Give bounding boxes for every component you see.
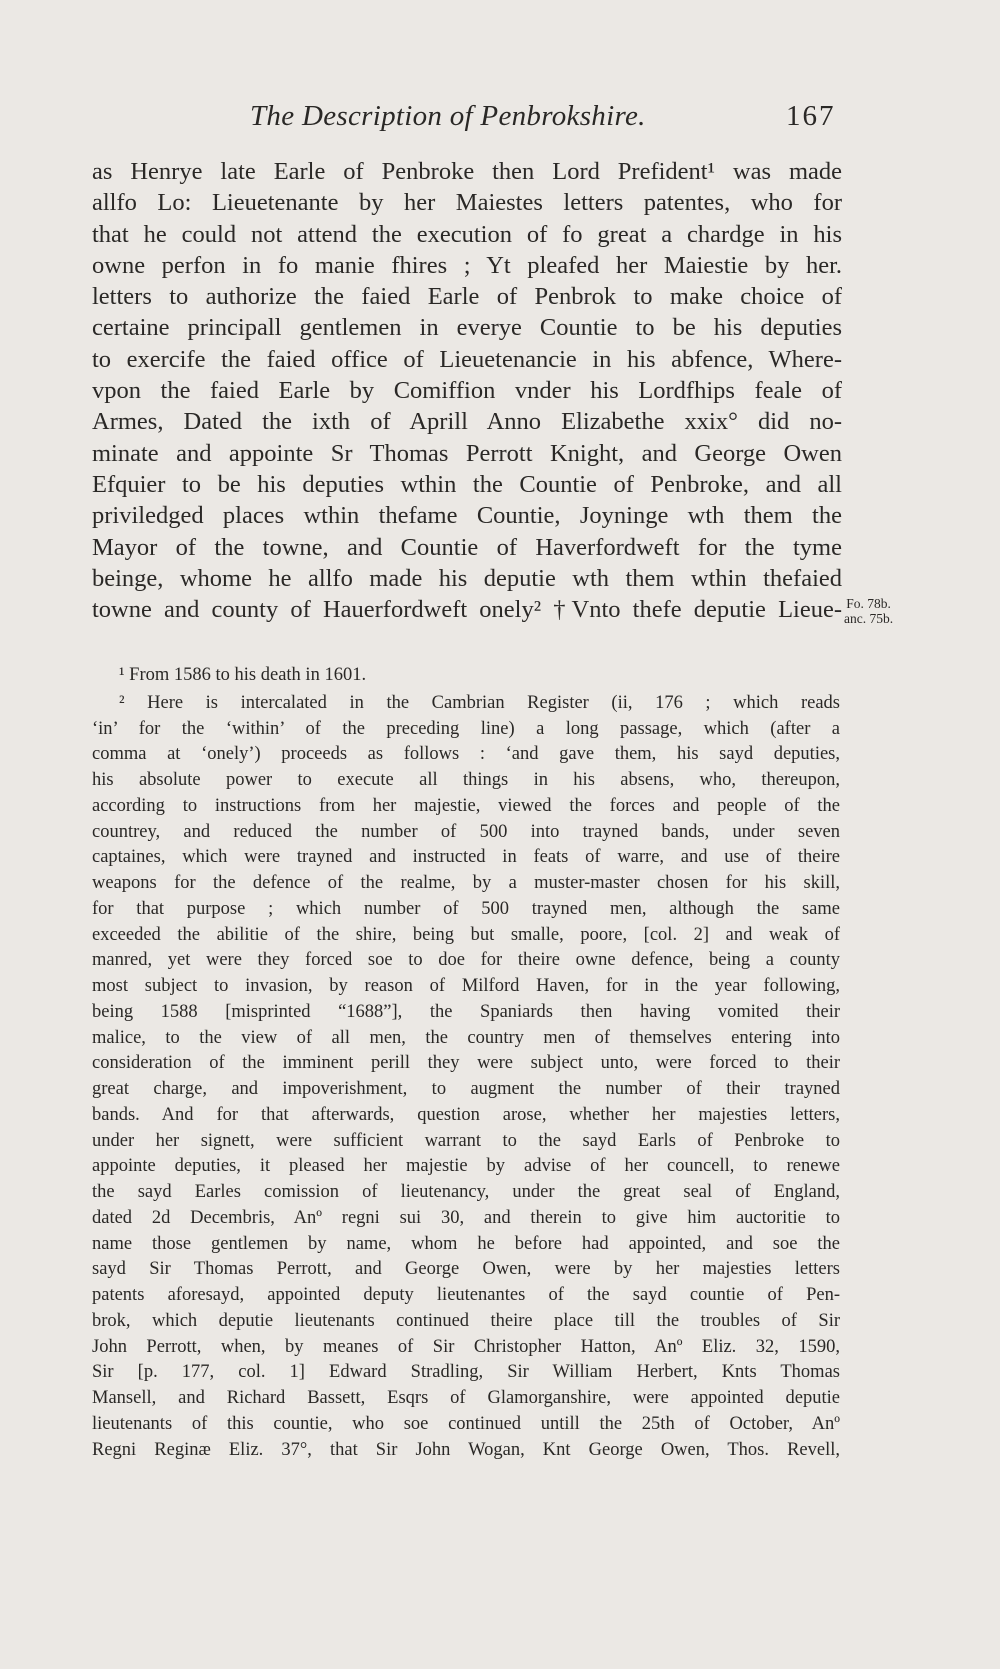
footnote-line: lieutenants of this countie, who soe continued untill the 25th of October, Anº <box>92 1413 840 1434</box>
running-head <box>0 100 1000 140</box>
footnote-line: comma at ‘onely’) proceeds as follows : ‘and gave them, his sayd deputies, <box>92 744 840 765</box>
footnote-line: consideration of the imminent perill they were subject unto, were forced to their <box>92 1053 840 1074</box>
text-line: Mayor of the towne, and Countie of Haverfordweft for the tyme <box>92 533 842 561</box>
text-line: Armes, Dated the ixth of Aprill Anno Elizabethe xxix° did no- <box>92 408 842 436</box>
text-line: to exercife the faied office of Lieuetenancie in his abfence, Where- <box>92 345 842 373</box>
footnote-line: appointe deputies, it pleased her majestie by advise of her councell, to renewe <box>92 1156 840 1177</box>
footnote-line: being 1588 [misprinted “1688”], the Spaniards then having vomited their <box>92 1001 840 1022</box>
margin-note-line: Fo. 78b. <box>846 596 891 611</box>
footnote-line: patents aforesayd, appointed deputy lieutenantes of the sayd countie of Pen- <box>92 1285 840 1305</box>
text-line: allfo Lo: Lieuetenante by her Maiestes letters patentes, who for <box>92 189 842 217</box>
margin-note-line: anc. 75b. <box>844 611 894 626</box>
footnote-line: manred, yet were they forced soe to doe for theire owne defence, being a county <box>92 950 840 971</box>
footnote-line: exceeded the abilitie of the shire, being but smalle, poore, [col. 2] and weak of <box>92 924 840 945</box>
text-line: letters to authorize the faied Earle of Penbrok to make choice of <box>92 283 842 311</box>
footnote-line: his absolute power to execute all things in his absens, who, thereupon, <box>92 770 840 790</box>
footnote-line: ‘in’ for the ‘within’ of the preceding line) a long passage, which (after a <box>92 718 840 739</box>
footnote-line: malice, to the view of all men, the country men of themselves entering into <box>92 1027 840 1048</box>
footnote-line: countrey, and reduced the number of 500 into trayned bands, under seven <box>92 821 840 842</box>
running-title: The Description of Penbrokshire. <box>250 100 646 132</box>
text-line: vpon the faied Earle by Comiffion vnder his Lordfhips feale of <box>92 377 842 405</box>
main-text-block <box>92 156 842 625</box>
footnote-line: for that purpose ; which number of 500 trayned men, although the same <box>92 898 840 919</box>
text-line: beinge, whome he allfo made his deputie wth them wthin thefaied <box>92 564 842 592</box>
margin-note <box>844 596 893 626</box>
footnote-line: brok, which deputie lieutenants continued theire place till the troubles of Sir <box>92 1310 840 1331</box>
footnote-line: name those gentlemen by name, whom he before had appointed, and soe the <box>92 1233 840 1254</box>
text-line: minate and appointe Sr Thomas Perrott Knight, and George Owen <box>92 439 842 467</box>
footnote-line: captaines, which were trayned and instructed in feats of warre, and use of theire <box>92 847 840 868</box>
footnote-line: weapons for the defence of the realme, by a muster-master chosen for his skill, <box>92 873 840 893</box>
text-line: priviledged places wthin thefame Countie, Joyninge wth them the <box>92 502 842 530</box>
footnote-line: dated 2d Decembris, Anº regni sui 30, and therein to give him auctoritie to <box>92 1207 840 1228</box>
page-number: 167 <box>786 100 836 132</box>
text-line: as Henrye late Earle of Penbroke then Lord Prefident¹ was made <box>92 158 842 185</box>
footnote-line: John Perrott, when, by meanes of Sir Christopher Hatton, Anº Eliz. 32, 1590, <box>92 1336 840 1357</box>
footnote-line: the sayd Earles comission of lieutenancy, under the great seal of England, <box>92 1182 840 1202</box>
footnote-line: bands. And for that afterwards, question arose, whether her majesties letters, <box>92 1104 840 1125</box>
footnote-line: Regni Reginæ Eliz. 37°, that Sir John Wogan, Knt George Owen, Thos. Revell, <box>92 1439 840 1460</box>
text-line: certaine principall gentlemen in everye Countie to be his deputies <box>92 314 842 342</box>
text-line: that he could not attend the execution of fo great a chardge in his <box>92 220 842 248</box>
footnote-line: ² Here is intercalated in the Cambrian Register (ii, 176 ; which reads <box>119 692 840 713</box>
footnote-line: sayd Sir Thomas Perrott, and George Owen, were by her majesties letters <box>92 1259 840 1280</box>
text-line: Efquier to be his deputies wthin the Countie of Penbroke, and all <box>92 470 842 498</box>
footnote-line: great charge, and impoverishment, to augment the number of their trayned <box>92 1079 840 1099</box>
text-line: towne and county of Hauerfordweft onely² †Vnto thefe deputie Lieue- <box>92 596 842 624</box>
footnotes-block <box>92 663 840 1463</box>
footnote-line: Sir [p. 177, col. 1] Edward Stradling, Sir William Herbert, Knts Thomas <box>92 1362 840 1383</box>
footnote-line: according to instructions from her majestie, viewed the forces and people of the <box>92 795 840 816</box>
footnote-line: under her signett, were sufficient warrant to the sayd Earls of Penbroke to <box>92 1130 840 1151</box>
footnote-line: ¹ From 1586 to his death in 1601. <box>119 665 367 685</box>
footnote-line: Mansell, and Richard Bassett, Esqrs of Glamorganshire, were appointed deputie <box>92 1388 840 1408</box>
footnote-line: most subject to invasion, by reason of Milford Haven, for in the year following, <box>92 976 840 996</box>
text-line: owne perfon in fo manie fhires ; Yt pleafed her Maiestie by her. <box>92 251 842 279</box>
